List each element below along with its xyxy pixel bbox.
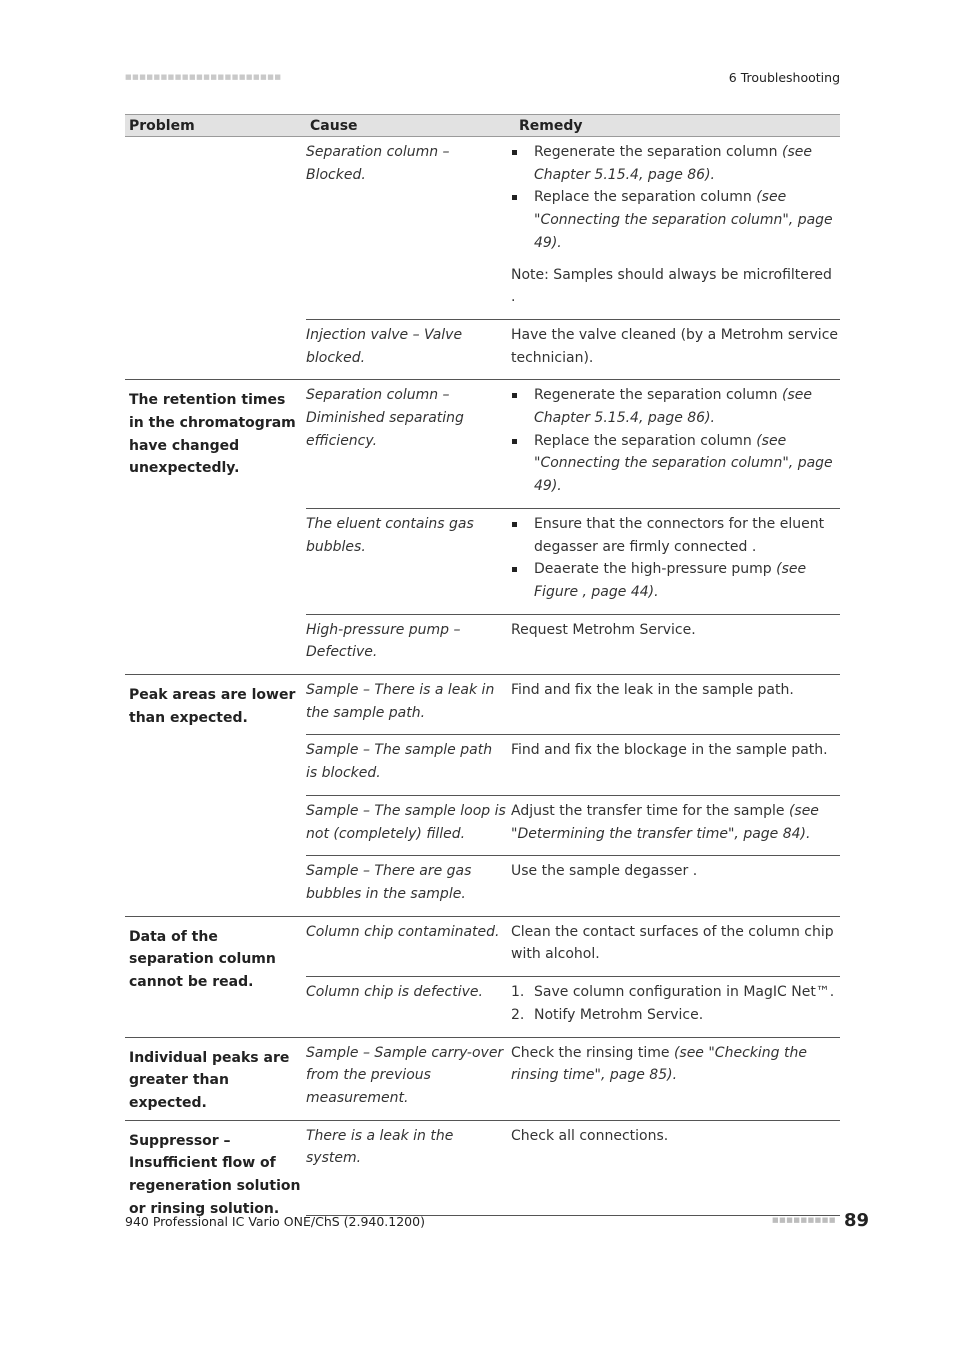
remedy-cell: Have the valve cleaned (by a Metrohm service technician). [511, 326, 839, 366]
header-decoration: ■■■■■■■■■■■■■■■■■■■■■■ [125, 73, 282, 81]
page-number: 89 [844, 1210, 870, 1231]
table-header [125, 114, 840, 137]
table-row [306, 735, 840, 795]
table-row [306, 796, 840, 856]
remedy-cell [511, 380, 840, 508]
table-row [306, 615, 840, 674]
cause-cell: Separation column – Blocked. [306, 144, 450, 183]
remedy-bullet [511, 141, 840, 186]
problem-block [125, 917, 840, 1038]
cause-cell: Separation column – Diminished separating efficiency. [306, 387, 464, 449]
problem-cell: Peak areas are lower than expected. [129, 687, 296, 726]
table-row [306, 509, 840, 615]
problem-cell: Suppressor – Insufficient flow of regeneration solution or rinsing solution. [129, 1132, 301, 1217]
cross-reference[interactable]: (see Chapter 5.15.4, page 86). [534, 387, 812, 427]
problem-block [125, 675, 840, 917]
problem-cell: Individual peaks are greater than expected. [129, 1049, 290, 1111]
remedy-cell [511, 796, 840, 855]
cross-reference[interactable]: (see "Checking the rinsing time", page 85). [511, 1044, 807, 1084]
remedy-text: Replace the separation column [534, 189, 757, 206]
step-number: 2. [511, 1006, 525, 1023]
problem-cell: The retention times in the chromatogram have changed unexpectedly. [129, 392, 296, 477]
cause-cell: Sample – The sample loop is not (completely) filled. [306, 802, 506, 842]
column-header-cause: Cause [310, 117, 358, 134]
remedy-text: Regenerate the separation column [534, 387, 782, 404]
cause-cell: High-pressure pump – Defective. [306, 621, 461, 661]
remedy-step [511, 1004, 840, 1027]
table-row [306, 917, 840, 977]
step-text: Notify Metrohm Service. [534, 1006, 704, 1023]
column-header-problem: Problem [129, 117, 195, 134]
cause-cell: Column chip is defective. [306, 984, 483, 1001]
remedy-bullet [511, 430, 840, 498]
problem-cell: Data of the separation column cannot be read. [129, 928, 276, 991]
footer-decoration: ■■■■■■■■■ [772, 1216, 837, 1224]
cause-cell: Sample – Sample carry-over from the previous measurement. [306, 1044, 504, 1106]
cross-reference[interactable]: (see "Connecting the separation column", page 49). [534, 432, 833, 495]
step-text: Save column configuration in MagIC Net™. [534, 984, 835, 1001]
remedy-cell: Clean the contact surfaces of the column chip with alcohol. [511, 923, 834, 963]
cause-cell: Injection valve – Valve blocked. [306, 326, 463, 366]
remedy-text: Adjust the transfer time for the sample [511, 802, 789, 819]
remedy-cell [511, 137, 840, 319]
table-row [306, 380, 840, 509]
cross-reference[interactable]: (see Chapter 5.15.4, page 86). [534, 144, 812, 183]
table-row [306, 137, 840, 320]
remedy-cell: Use the sample degasser . [511, 863, 698, 880]
remedy-bullet [511, 558, 840, 603]
problem-cell [125, 137, 306, 379]
remedy-cell [511, 509, 840, 614]
table-row [306, 1121, 840, 1216]
cause-cell: Column chip contaminated. [306, 923, 500, 940]
remedy-cell: Request Metrohm Service. [511, 621, 696, 638]
cross-reference[interactable]: (see Figure , page 44). [534, 561, 807, 600]
remedy-bullet [511, 513, 840, 558]
table-row [306, 856, 840, 915]
cross-reference[interactable]: (see "Determining the transfer time", page 84). [511, 802, 819, 842]
column-header-remedy: Remedy [519, 117, 583, 134]
problem-block [125, 1121, 840, 1221]
cause-cell: The eluent contains gas bubbles. [306, 515, 474, 555]
cause-cell: Sample – There are gas bubbles in the sample. [306, 863, 472, 902]
cross-reference[interactable]: (see "Connecting the separation column", page 49). [534, 189, 833, 251]
cause-cell: Sample – The sample path is blocked. [306, 742, 493, 782]
cause-cell: There is a leak in the system. [306, 1127, 454, 1167]
cause-cell: Sample – There is a leak in the sample path. [306, 682, 495, 721]
remedy-cell: Check all connections. [511, 1127, 669, 1144]
problem-block [125, 1038, 840, 1121]
problem-block [125, 137, 840, 380]
table-row [306, 675, 840, 735]
remedy-text: Regenerate the separation column [534, 144, 782, 160]
table-row [306, 977, 840, 1036]
remedy-text: Check the rinsing time [511, 1044, 674, 1061]
remedy-text: Ensure that the connectors for the eluent degasser are firmly connected . [534, 515, 825, 555]
remedy-text: Deaerate the high-pressure pump [534, 561, 777, 578]
footer-product: 940 Professional IC Vario ONE/ChS (2.940.1200) [125, 1214, 425, 1229]
table-row [306, 320, 840, 379]
remedy-cell [511, 977, 840, 1036]
remedy-cell: Find and fix the blockage in the sample path. [511, 742, 828, 759]
remedy-bullet [511, 186, 840, 254]
remedy-step [511, 981, 840, 1004]
remedy-note: Note: Samples should always be microfiltered . [511, 266, 832, 306]
troubleshooting-table [125, 114, 840, 1220]
remedy-bullet [511, 384, 840, 429]
remedy-text: Replace the separation column [534, 432, 757, 449]
remedy-cell: Find and fix the leak in the sample path. [511, 682, 794, 699]
step-number: 1. [511, 984, 525, 1001]
remedy-cell [511, 1038, 840, 1120]
table-row [306, 1038, 840, 1120]
problem-block [125, 380, 840, 675]
chapter-title: 6 Troubleshooting [728, 70, 840, 85]
